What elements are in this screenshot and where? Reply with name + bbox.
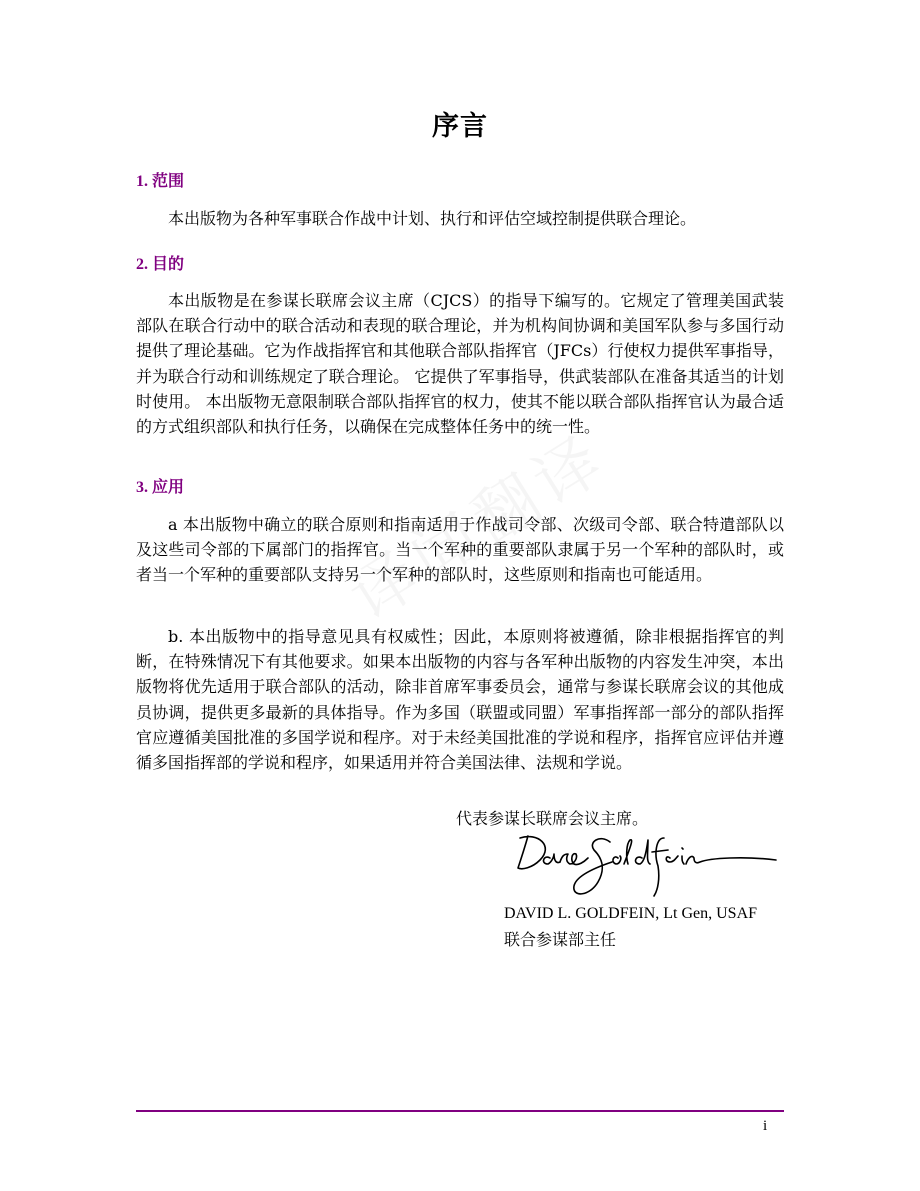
paragraph-purpose: 本出版物是在参谋长联席会议主席（CJCS）的指导下编写的。它规定了管理美国武装部队在联合行动中的联合活动和表现的联合理论，并为机构间协调和美国军队参与多国行动提供了理论基础。它为作战指挥官和其他联合部队指挥官（JFCs）行使权力提供军事指导，并为联合行动和训练规定了联合理论。 它提供了军事指导，供武装部队在准备其适当的计划时使用。 本出版物无意限制联合部队指挥官的权力，使其不能以联合部队指挥官认为最合适的方式组织部队和执行任务，以确保在完成整体任务中的统一性。 xyxy=(136,291,784,437)
signer-title: 联合参谋部主任 xyxy=(504,930,617,949)
signature xyxy=(514,828,782,904)
paragraph-scope: 本出版物为各种军事联合作战中计划、执行和评估空域控制提供联合理论。 xyxy=(168,209,697,228)
section-heading-purpose: 2. 目的 xyxy=(136,256,185,273)
paragraph-application-a: a 本出版物中确立的联合原则和指南适用于作战司令部、次级司令部、联合特遣部队以及这些司令部的下属部门的指挥官。当一个军种的重要部队隶属于另一个军种的部队时，或者当一个军种的重要部队支持另一个军种的部队时，这些原则和指南也可能适用。 xyxy=(136,515,784,585)
page-number: i xyxy=(763,1118,768,1134)
section-heading-application: 3. 应用 xyxy=(136,479,185,496)
footer-divider xyxy=(136,1110,784,1112)
page-title: 序言 xyxy=(432,111,488,142)
closing-text: 代表参谋长联席会议主席。 xyxy=(456,809,649,828)
signer-name: DAVID L. GOLDFEIN, Lt Gen, USAF xyxy=(504,905,758,922)
paragraph-application-b: b. 本出版物中的指导意见具有权威性；因此，本原则将被遵循，除非根据指挥官的判断，在特殊情况下有其他要求。如果本出版物的内容与各军种出版物的内容发生冲突，本出版物将优先适用于联合部队的活动，除非首席军事委员会，通常与参谋长联席会议的其他成员协调，提供更多最新的具体指导。作为多国（联盟或同盟）军事指挥部一部分的部队指挥官应遵循美国批准的多国学说和程序。对于未经美国批准的学说和程序，指挥官应评估并遵循多国指挥部的学说和程序，如果适用并符合美国法律、法规和学说。 xyxy=(136,627,784,773)
section-heading-scope: 1. 范围 xyxy=(136,173,185,190)
